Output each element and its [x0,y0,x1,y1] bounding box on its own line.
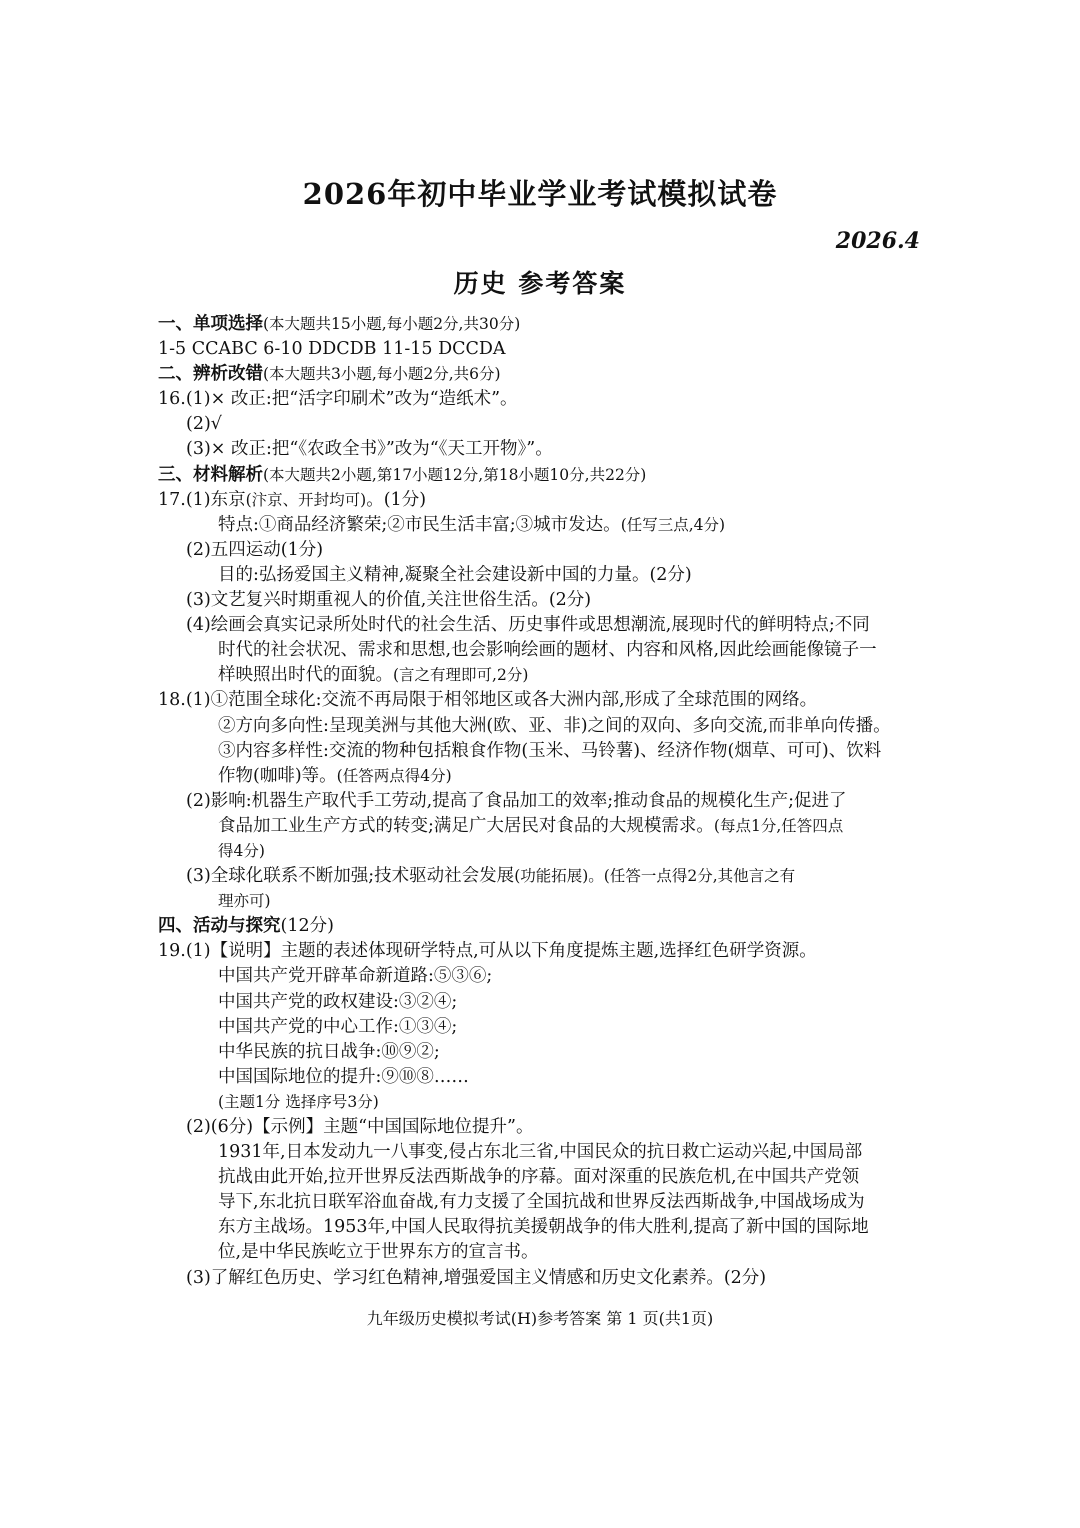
q19-part1-line1: 19.(1)【说明】主题的表述体现研学特点,可从以下角度提炼主题,选择红色研学资源。 [158,941,817,962]
q19-part2-line2: 1931年,日本发动九一八事变,侵占东北三省,中国民众的抗日救亡运动兴起,中国局部 [218,1142,863,1163]
q17-part4-line2: 时代的社会状况、需求和思想,也会影响绘画的题材、内容和风格,因此绘画能像镜子一 [218,640,877,661]
q19-part1-line6: 中国国际地位的提升:⑨⑩⑧…… [218,1066,469,1087]
section-4-heading: 四、活动与探究(12分) [158,916,334,937]
q18-part2-line2: 食品加工业生产方式的转变;满足广大居民对食品的大规模需求。(每点1分,任答四点 [218,815,844,836]
q19-part2-line4: 导下,东北抗日联军浴血奋战,有力支援了全国抗战和世界反法西斯战争,中国战场成为 [218,1192,865,1213]
section-3-heading: 三、材料解析(本大题共2小题,第17小题12分,第18小题10分,共22分) [158,464,647,485]
q19-part1-line4: 中国共产党的中心工作:①③④; [218,1016,458,1037]
q18-part1-line1: 18.(1)①范围全球化:交流不再局限于相邻地区或各大洲内部,形成了全球范围的网络。 [158,690,818,711]
q19-part2-line3: 抗战由此开始,拉开世界反法西斯战争的序幕。面对深重的民族危机,在中国共产党领 [218,1167,860,1188]
q18-part3-line1: (3)全球化联系不断加强;技术驱动社会发展(功能拓展)。(任答一点得2分,其他言之有 [186,866,796,887]
q19-part2-line1: (2)(6分)【示例】主题“中国国际地位提升”。 [186,1117,534,1137]
q17-part2-line2: 目的:弘扬爱国主义精神,凝聚全社会建设新中国的力量。(2分) [218,564,692,585]
exam-subtitle: 历史 参考答案 [453,269,627,298]
answer-body [158,312,938,1291]
section-2-heading: 二、辨析改错(本大题共3小题,每小题2分,共6分) [158,364,501,385]
q19-part1-line7: (主题1分 选择序号3分) [218,1092,379,1111]
exam-date: 2026.4 [835,228,920,254]
q19-part1-line5: 中华民族的抗日战争:⑩⑨②; [218,1041,440,1062]
q16-part1: 16.(1)× 改正:把“活字印刷术”改为“造纸术”。 [158,389,518,410]
q17-part4-line3: 样映照出时代的面貌。(言之有理即可,2分) [218,665,529,686]
q18-part2-line1: (2)影响:机器生产取代手工劳动,提高了食品加工的效率;推动食品的规模化生产;促进了 [186,790,847,811]
exam-title: 2026年初中毕业学业考试模拟试卷 [302,177,778,211]
q18-part2-line3: 得4分) [218,841,265,860]
q16-part2: (2)√ [186,414,222,435]
q17-part4-line1: (4)绘画会真实记录所处时代的社会生活、历史事件或思想潮流,展现时代的鲜明特点;不同 [186,615,870,636]
q18-part1-line3: ③内容多样性:交流的物种包括粮食作物(玉米、马铃薯)、经济作物(烟草、可可)、饮料 [218,740,882,761]
q18-part3-line2: 理亦可) [218,892,271,911]
q19-part1-line3: 中国共产党的政权建设:③②④; [218,991,458,1012]
q19-part2-line6: 位,是中华民族屹立于世界东方的宣言书。 [218,1242,539,1263]
section-1-answers: 1-5 CCABC 6-10 DDCDB 11-15 DCCDA [158,339,506,360]
q18-part1-line4: 作物(咖啡)等。(任答两点得4分) [218,765,452,786]
q17-part1-line2: 特点:①商品经济繁荣;②市民生活丰富;③城市发达。(任写三点,4分) [218,514,726,535]
section-1-heading: 一、单项选择(本大题共15小题,每小题2分,共30分) [158,314,521,334]
q17-part1-line1: 17.(1)东京(汴京、开封均可)。(1分) [158,489,427,510]
q18-part1-line2: ②方向多向性:呈现美洲与其他大洲(欧、亚、非)之间的双向、多向交流,而非单向传播。 [218,715,891,736]
q19-part1-line2: 中国共产党开辟革命新道路:⑤③⑥; [218,966,493,987]
q19-part3: (3)了解红色历史、学习红色精神,增强爱国主义情感和历史文化素养。(2分) [186,1267,767,1288]
q17-part2-line1: (2)五四运动(1分) [186,539,324,560]
page-footer: 九年级历史模拟考试(H)参考答案 第 1 页(共1页) [366,1309,714,1328]
q17-part3: (3)文艺复兴时期重视人的价值,关注世俗生活。(2分) [186,590,592,611]
q19-part2-line5: 东方主战场。1953年,中国人民取得抗美援朝战争的伟大胜利,提高了新中国的国际地 [218,1217,869,1238]
q16-part3: (3)× 改正:把“《农政全书》”改为“《天工开物》”。 [186,439,553,460]
